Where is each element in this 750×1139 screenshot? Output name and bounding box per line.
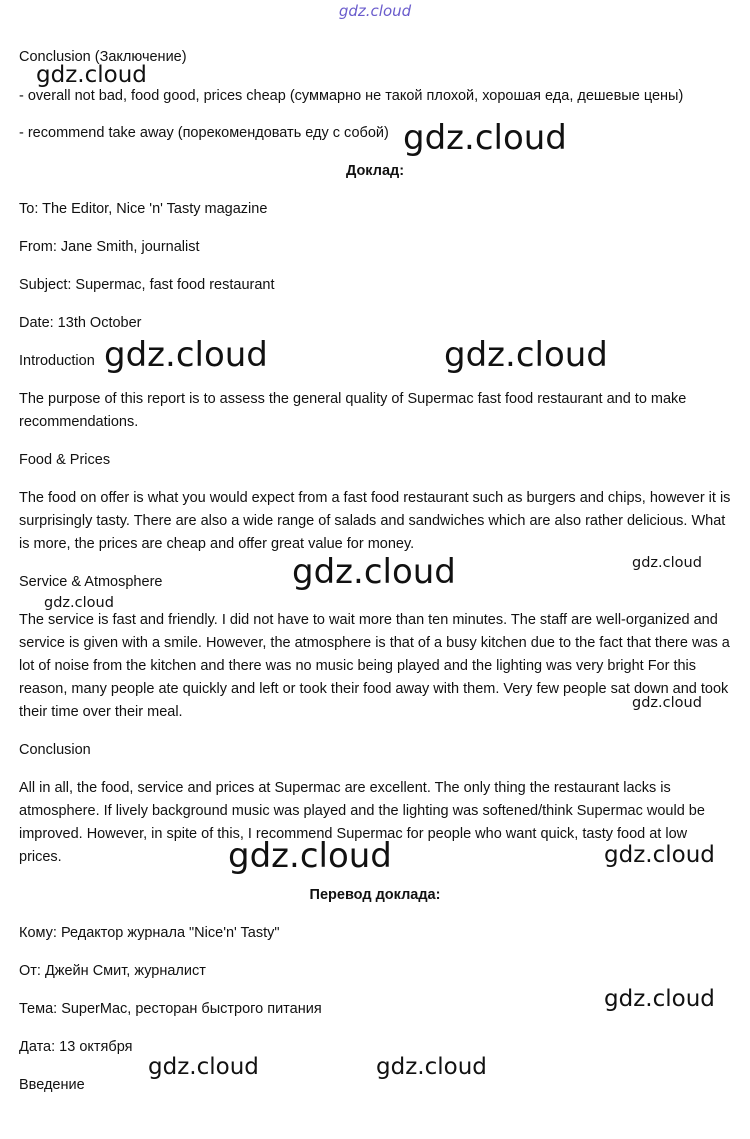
report-date: Date: 13th October bbox=[19, 315, 142, 331]
watermark: gdz.cloud bbox=[604, 842, 715, 868]
watermark: gdz.cloud bbox=[632, 555, 702, 571]
translation-to: Кому: Редактор журнала "Nice'n' Tasty" bbox=[19, 925, 280, 941]
report-service-text: The service is fast and friendly. I did not have to wait more than ten minutes. The staff are well-organized and service is given with a smile. However, the atmosphere is that of a busy kitchen due to the fact that there was a lot of noise from the kitchen and there was no music being played and the lighting was very bright For this reason, many people ate quickly and left or took their food away with them. Very few people sat down and took their time over their meal. bbox=[19, 612, 730, 720]
translation-introduction-heading: Введение bbox=[19, 1077, 85, 1093]
watermark: gdz.cloud bbox=[228, 836, 392, 876]
translation-subject: Тема: SuperMac, ресторан быстрого питания bbox=[19, 1001, 322, 1017]
plan-conclusion-heading: Conclusion (Заключение) bbox=[19, 49, 187, 65]
report-heading: Доклад: bbox=[345, 163, 405, 179]
report-food-text: The food on offer is what you would expect from a fast food restaurant such as burgers and chips, however it is surprisingly tasty. There are also a wide range of salads and sandwiches which are also rather delicious. What is more, the prices are cheap and offer great value for money. bbox=[19, 490, 731, 552]
report-subject: Subject: Supermac, fast food restaurant bbox=[19, 277, 275, 293]
translation-from: От: Джейн Смит, журналист bbox=[19, 963, 206, 979]
watermark: gdz.cloud bbox=[36, 62, 147, 88]
watermark: gdz.cloud bbox=[104, 335, 268, 375]
report-service-heading: Service & Atmosphere bbox=[19, 574, 163, 590]
translation-heading: Перевод доклада: bbox=[309, 887, 441, 903]
watermark: gdz.cloud bbox=[403, 118, 567, 158]
watermark: gdz.cloud bbox=[292, 552, 456, 592]
watermark: gdz.cloud bbox=[376, 1054, 487, 1080]
watermark: gdz.cloud bbox=[444, 335, 608, 375]
watermark: gdz.cloud bbox=[632, 695, 702, 711]
report-conclusion-text: All in all, the food, service and prices at Supermac are excellent. The only thing the restaurant lacks is atmosphere. If lively background music was played and the lighting was softened/think Supermac would be improved. However, in spite of this, I recommend Supermac for people who want quick, tasty food at low prices. bbox=[19, 780, 705, 865]
report-introduction-text: The purpose of this report is to assess the general quality of Supermac fast food restaurant and to make recommendations. bbox=[19, 391, 687, 430]
translation-date: Дата: 13 октября bbox=[19, 1039, 133, 1055]
plan-point-1: - overall not bad, food good, prices cheap (суммарно не такой плохой, хорошая еда, дешевые цены) bbox=[19, 88, 684, 104]
report-conclusion-heading: Conclusion bbox=[19, 742, 91, 758]
report-introduction-heading: Introduction bbox=[19, 353, 95, 369]
watermark: gdz.cloud bbox=[148, 1054, 259, 1080]
report-food-heading: Food & Prices bbox=[19, 452, 111, 468]
report-to: To: The Editor, Nice 'n' Tasty magazine bbox=[19, 201, 268, 217]
watermark: gdz.cloud bbox=[604, 986, 715, 1012]
report-from: From: Jane Smith, journalist bbox=[19, 239, 200, 255]
watermark-top: gdz.cloud bbox=[338, 2, 412, 20]
plan-point-2: - recommend take away (порекомендовать еду с собой) bbox=[19, 125, 389, 141]
watermark: gdz.cloud bbox=[44, 595, 114, 611]
